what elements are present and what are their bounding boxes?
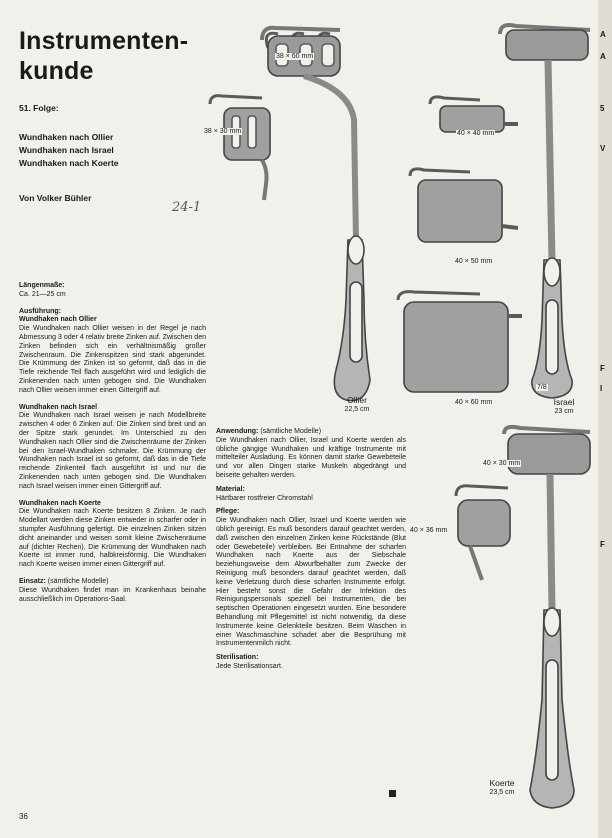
fraction-mark: 7/8: [537, 384, 547, 391]
israel-40x50-retractor: [410, 169, 518, 242]
koerte-small-retractor: [456, 486, 510, 580]
dim-ollier-large: 38 × 60 mm: [276, 53, 314, 60]
laengen-heading: Längenmaße:: [19, 282, 65, 289]
steril-heading: Sterilisation:: [216, 654, 259, 662]
einsatz-suffix: (sämtliche Modelle): [47, 577, 109, 585]
koerte-large-retractor: [504, 427, 590, 808]
handwritten-note: 24-1: [172, 200, 202, 215]
anwendung-text: Die Wundhaken nach Ollier, Israel und Koerte werden als übliche gängige Wundhaken und kräftige Instrumente mit mittelteiler Ausladung. Es können damit starke Gewebeteile und vor allen Dingen starke Muskeln abgedrängt und beiseite gehalten werden.: [216, 436, 406, 479]
israel-text: Die Wundhaken nach Israel weisen je nach Modellbreite zwischen 4 oder 6 Zinken auf. Die Zinken sind breit und an der Spitze stark gerundet. Im Unterschied zu den Wundhaken nach Ollier sind die Zwischenräume der Zinken bei den Israel-Wundhaken schmaler. Die Krümmung der Wundhaken nach Israel ist so geformt, daß das in die Tiefe reichende Zinkenteil flach ausgeführt ist und nur die Zinkenenden nach unten gebogen sind. Die Wundhaken nach Israel weisen immer einen Gittergriff auf.: [19, 412, 206, 490]
dim-israel-40x60: 40 × 60 mm: [455, 399, 493, 406]
dim-ollier-small: 38 × 30 mm: [204, 128, 242, 135]
caption-ollier-length: 22,5 cm: [344, 406, 370, 413]
ollier-text: Die Wundhaken nach Ollier weisen in der Regel je nach Abmessung 3 oder 4 relativ breite Zinken auf. Zwischen den Zinken befinden sich ein verhältnismäßig großer Zwischenraum. Die Zinkenspitzen sind stark abgerundet. Die Krümmung der Zinken ist so geformt, daß das in die Tiefe reichende Teil flach ausgeführt wird und lediglich die Zinkenenden nach unten gebogen sind. Die Wundhaken nach Ollier weisen immer einen Gittergriff auf.: [19, 325, 206, 394]
ollier-heading: Wundhaken nach Ollier: [19, 316, 97, 324]
laengen-text: Ca. 21—25 cm: [19, 290, 66, 298]
edge-letter-1: A: [600, 30, 606, 39]
dim-israel-40x50: 40 × 50 mm: [455, 258, 493, 265]
pflege-heading: Pflege:: [216, 508, 240, 516]
dim-koerte-40x36: 40 × 36 mm: [410, 527, 448, 534]
caption-koerte: [482, 779, 522, 797]
dim-israel-40x40: 40 × 40 mm: [457, 130, 495, 137]
ollier-small-retractor: [210, 96, 270, 200]
ollier-large-retractor: [262, 28, 370, 401]
caption-ollier: [337, 396, 377, 414]
next-page-edge: [598, 0, 612, 838]
topic-israel: Wundhaken nach Israel: [19, 145, 114, 155]
pflege-text: Die Wundhaken nach Ollier, Israel und Koerte werden wie üblich gereinigt. Es muß besonders darauf geachtet werden, daß zwischen den einzelnen Zinken keine Rückstände (Blut oder Gewebeteile) verbleiben. Bei Entnahme der scharfen Wundhaken nach Koerte aus der Siebschale beziehungsweise dem Abwurfbehälter zum Zwecke der Reinigung muß besonders darauf geachtet werden, daß keine Verletzung durch diese scharfen Instrumente erfolgt. Hier besteht sonst die Gefahr der Infektion des Reinigungspersonals speziell bei Instrumenten, die bei septischen Operationen eingesetzt wurden. Eine besondere Behandlung mit Pflegemittel ist nicht notwendig, da diese Instrumente keine Gelenkteile besitzen. Beim Waschen in einer Waschmaschine schadet aber die Besprühung mit Instrumentenmilch nicht.: [216, 517, 406, 648]
anwendung-suffix: (sämtliche Modelle): [260, 428, 322, 435]
edge-letter-3: 5: [600, 104, 605, 113]
title-line-1: Instrumenten-: [19, 27, 189, 55]
ausfuehrung-heading: Ausführung:: [19, 307, 61, 315]
edge-letter-2: A: [600, 52, 606, 61]
material-heading: Material:: [216, 485, 245, 493]
author-line: Von Volker Bühler: [19, 193, 92, 203]
caption-koerte-length: 23,5 cm: [489, 789, 515, 796]
anwendung-heading: Anwendung:: [216, 428, 259, 435]
edge-letter-4: V: [600, 144, 606, 153]
einsatz-text: Diese Wundhaken findet man im Krankenhaus beinahe ausschließlich im Operations-Saal.: [19, 586, 206, 603]
einsatz-heading: Einsatz:: [19, 577, 46, 585]
topic-ollier: Wundhaken nach Ollier: [19, 132, 114, 142]
dim-koerte-40x30: 40 × 30 mm: [483, 460, 521, 467]
israel-40x60-retractor: [398, 292, 522, 392]
topic-koerte: Wundhaken nach Koerte: [19, 158, 119, 168]
page-number: 36: [19, 812, 28, 821]
koerte-heading: Wundhaken nach Koerte: [19, 499, 101, 507]
edge-letter-5: F: [600, 364, 605, 373]
material-text: Härtbarer rostfreier Chromstahl: [216, 494, 313, 502]
edge-letter-6: I: [600, 384, 603, 393]
caption-koerte-name: Koerte: [489, 778, 515, 788]
steril-text: Jede Sterilisationsart.: [216, 662, 283, 670]
caption-israel-length: 23 cm: [554, 408, 574, 415]
series-label: 51. Folge:: [19, 103, 59, 113]
caption-israel: [544, 398, 584, 416]
koerte-text: Die Wundhaken nach Koerte besitzen 8 Zinken. Je nach Modellart werden diese Zinken entweder in scharfer oder in stumpfer Ausführung gefertigt. Die einzelnen Zinken sitzen dicht aneinander und weisen somit kleine Zwischenräume auf (dichter Rechen). Die Krümmung der Wundhaken nach Koerte ist immer rund, halbkreisförmig. Die Wundhaken nach Koerte weisen immer einen Gittergriff auf.: [19, 508, 206, 569]
israel-40x40-retractor: [430, 97, 518, 132]
caption-ollier-name: Ollier: [347, 395, 367, 405]
edge-letter-7: F: [600, 540, 605, 549]
caption-israel-name: Israel: [553, 397, 575, 407]
israel-large-retractor: [500, 25, 590, 398]
title-line-2: kunde: [19, 57, 94, 85]
israel-heading: Wundhaken nach Israel: [19, 403, 98, 411]
